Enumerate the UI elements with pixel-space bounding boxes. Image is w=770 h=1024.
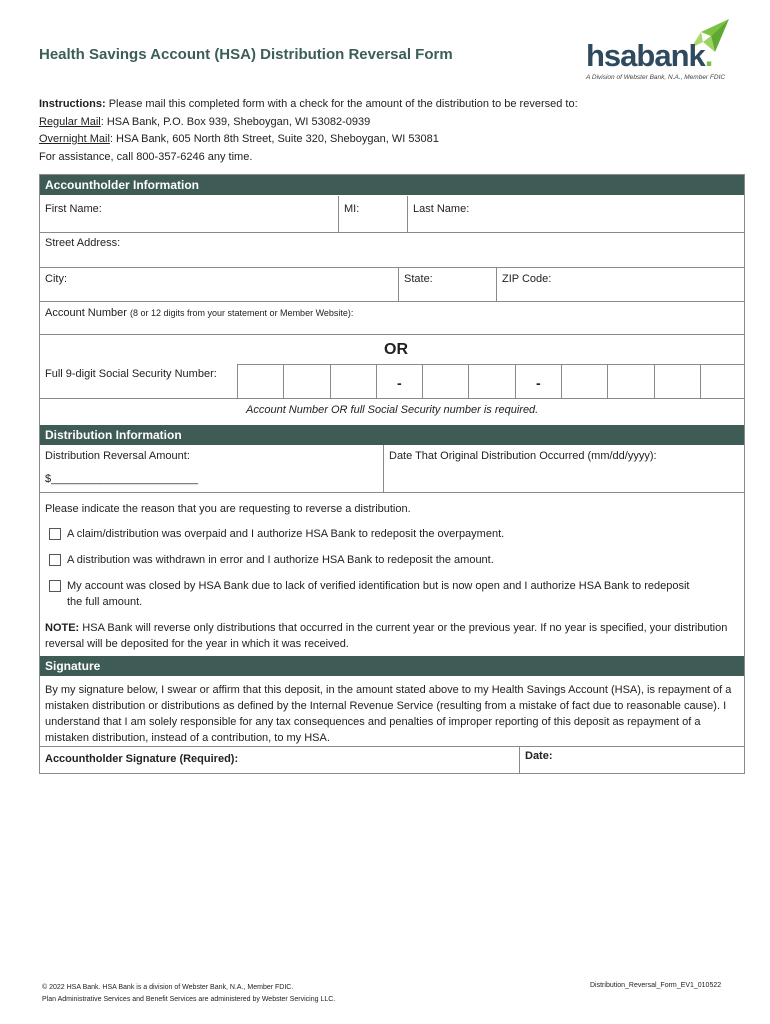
account-number-label: Account Number (8 or 12 digits from your statement or Member Website):	[45, 307, 354, 319]
ssn-dash: -	[397, 375, 402, 391]
reason-1-checkbox[interactable]	[49, 528, 61, 540]
reason-2-label: A distribution was withdrawn in error and I authorize HSA Bank to redeposit the amount.	[67, 554, 494, 566]
reason-3-label: My account was closed by HSA Bank due to lack of verified identification but is now open and I authorize HSA Bank to redeposit	[67, 580, 690, 592]
signature-affirmation: By my signature below, I swear or affirm that this deposit, in the amount stated above to my Health Savings Account (HSA), is repayment of a mistaken distribution or distributions as defined by the Internal Revenue Service (resulting from a mistake of fact due to reasonable cause). I understand that I am solely responsible for any tax consequences and penalties of improper reporting of this deposit as repayment of a mistaken distribution, instead of a contribution, to my HSA.	[45, 684, 732, 744]
page-title: Health Savings Account (HSA) Distribution Reversal Form	[39, 46, 453, 63]
last-name-label: Last Name:	[413, 203, 470, 215]
ssn-digit-box[interactable]	[654, 365, 700, 399]
zip-field[interactable]	[497, 268, 744, 301]
or-separator: OR	[384, 341, 408, 358]
reason-2-checkbox[interactable]	[49, 554, 61, 566]
first-name-field[interactable]	[40, 196, 338, 232]
distribution-date-label: Date That Original Distribution Occurred (mm/dd/yyyy):	[389, 450, 657, 462]
account-number-field[interactable]	[40, 302, 744, 334]
regular-mail-address: : HSA Bank, P.O. Box 939, Sheboygan, WI 53082-0939	[100, 115, 371, 128]
ssn-digit-box[interactable]	[422, 365, 468, 399]
city-label: City:	[45, 273, 67, 285]
signature-date-label: Date:	[525, 750, 553, 762]
state-label: State:	[404, 273, 433, 285]
logo-subtitle: A Division of Webster Bank, N.A., Member FDIC	[586, 74, 726, 81]
reason-prompt: Please indicate the reason that you are requesting to reverse a distribution.	[45, 503, 411, 515]
section-accountholder-heading: Accountholder Information	[40, 175, 744, 195]
reason-1-label: A claim/distribution was overpaid and I authorize HSA Bank to redeposit the overpayment.	[67, 528, 505, 540]
overnight-mail-label: Overnight Mail	[39, 133, 110, 145]
overnight-mail-address: : HSA Bank, 605 North 8th Street, Suite 320, Sheboygan, WI 53081	[109, 133, 439, 145]
signature-field[interactable]	[40, 747, 519, 774]
reason-3-label-cont: the full amount.	[67, 596, 143, 608]
mi-label: MI:	[344, 203, 360, 215]
street-address-field[interactable]	[40, 233, 744, 267]
footer-form-id: Distribution_Reversal_Form_EV1_010522	[590, 982, 722, 989]
mi-field[interactable]	[339, 196, 407, 232]
ssn-digit-box[interactable]	[330, 365, 376, 399]
amount-label: Distribution Reversal Amount:	[45, 450, 190, 462]
ssn-digit-box[interactable]	[700, 365, 744, 399]
logo-wordmark: hsabank.	[586, 38, 713, 73]
ssn-label: Full 9-digit Social Security Number:	[45, 368, 217, 380]
section-distribution-heading: Distribution Information	[40, 425, 744, 445]
assistance-text: For assistance, call 800-357-6246 any time.	[39, 150, 253, 163]
state-field[interactable]	[399, 268, 496, 301]
divider	[40, 334, 744, 335]
ssn-digit-box[interactable]	[237, 365, 283, 399]
instructions-block	[39, 96, 578, 166]
ssn-digit-box[interactable]	[607, 365, 653, 399]
street-address-label: Street Address:	[45, 237, 121, 249]
section-signature-heading: Signature	[40, 656, 744, 676]
ssn-dash: -	[536, 375, 541, 391]
signature-date-field[interactable]	[520, 747, 744, 774]
form-box	[39, 174, 745, 774]
required-note: Account Number OR full Social Security number is required.	[246, 404, 539, 416]
last-name-field[interactable]	[408, 196, 744, 232]
distribution-date-field[interactable]	[384, 446, 744, 492]
signature-label: Accountholder Signature (Required):	[45, 753, 239, 765]
instructions-label: Instructions:	[39, 98, 106, 110]
divider	[40, 492, 744, 493]
reason-3-checkbox[interactable]	[49, 580, 61, 592]
zip-label: ZIP Code:	[502, 273, 552, 285]
divider	[40, 398, 744, 399]
city-field[interactable]	[40, 268, 398, 301]
note-paragraph: NOTE: HSA Bank will reverse only distributions that occurred in the current year or the previous year. If no year is specified, your distribution reversal will be deposited for the year in which it was received.	[45, 622, 728, 650]
regular-mail-label: Regular Mail	[39, 115, 101, 128]
hsa-bank-logo	[584, 18, 734, 86]
instructions-text: Please mail this completed form with a check for the amount of the distribution to be reversed to:	[108, 98, 578, 110]
ssn-digit-box[interactable]	[561, 365, 607, 399]
first-name-label: First Name:	[45, 203, 102, 215]
footer-copyright: © 2022 HSA Bank. HSA Bank is a division of Webster Bank, N.A., Member FDIC. Plan Administrative Services and Benefit Services are administered by Webster Servicing LLC.	[42, 984, 336, 1003]
ssn-digit-box[interactable]	[283, 365, 329, 399]
amount-field[interactable]: $________________________	[45, 473, 198, 485]
ssn-digit-box[interactable]	[468, 365, 514, 399]
